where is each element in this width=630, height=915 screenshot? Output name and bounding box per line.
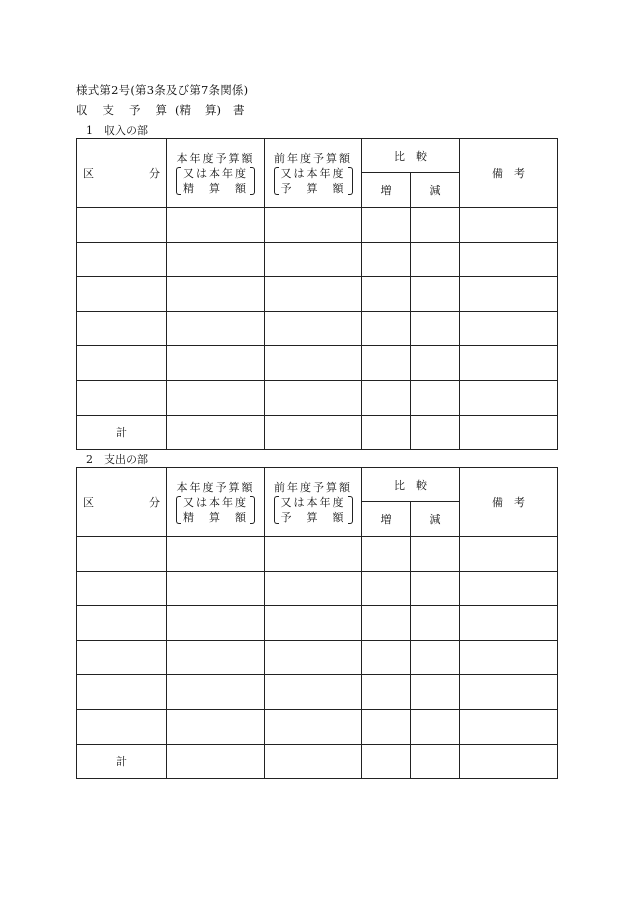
cell-increase[interactable]: [362, 640, 411, 675]
cell-prev[interactable]: [265, 415, 362, 450]
cell-increase[interactable]: [362, 415, 411, 450]
income-table: [76, 138, 558, 450]
cell-increase[interactable]: [362, 242, 411, 277]
cell-prev[interactable]: [265, 675, 362, 710]
cell-remarks[interactable]: [460, 537, 558, 572]
header-current-main: 本年度予算額: [176, 151, 255, 165]
cell-kubun[interactable]: [77, 537, 167, 572]
cell-prev[interactable]: [265, 208, 362, 243]
cell-current[interactable]: [167, 380, 265, 415]
cell-current[interactable]: [167, 311, 265, 346]
header-remarks: 備 考: [460, 139, 558, 208]
title-char: (精: [175, 103, 191, 117]
header-kubun-left: 区: [83, 496, 94, 509]
title-char: 算): [205, 103, 221, 117]
header-compare: 比 較: [362, 468, 460, 502]
header-current-sub1: 又は本年度: [183, 166, 248, 180]
cell-decrease[interactable]: [411, 606, 460, 641]
cell-increase[interactable]: [362, 380, 411, 415]
header-prev-amount: [265, 139, 362, 208]
total-label: 計: [77, 415, 167, 450]
total-row: [77, 415, 558, 450]
table-row: [77, 311, 558, 346]
cell-increase[interactable]: [362, 675, 411, 710]
cell-increase[interactable]: [362, 311, 411, 346]
cell-remarks[interactable]: [460, 208, 558, 243]
total-label: 計: [77, 744, 167, 779]
form-number: 様式第2号(第3条及び第7条関係): [76, 83, 249, 97]
cell-decrease[interactable]: [411, 208, 460, 243]
cell-remarks[interactable]: [460, 640, 558, 675]
cell-prev[interactable]: [265, 571, 362, 606]
cell-decrease[interactable]: [411, 415, 460, 450]
cell-prev[interactable]: [265, 346, 362, 381]
cell-kubun[interactable]: [77, 640, 167, 675]
cell-decrease[interactable]: [411, 537, 460, 572]
table-row: [77, 606, 558, 641]
header-current-sub: [176, 166, 255, 196]
cell-kubun[interactable]: [77, 346, 167, 381]
cell-kubun[interactable]: [77, 606, 167, 641]
header-prev-sub1: 又は本年度: [280, 495, 346, 509]
header-decrease: 減: [411, 502, 460, 537]
total-row: [77, 744, 558, 779]
header-prev-sub: [274, 166, 353, 196]
header-prev-main: 前年度予算額: [274, 151, 352, 165]
cell-current[interactable]: [167, 744, 265, 779]
header-current-sub1: 又は本年度: [183, 495, 248, 509]
table-row: [77, 640, 558, 675]
header-current-main: 本年度予算額: [176, 480, 255, 494]
cell-kubun[interactable]: [77, 208, 167, 243]
header-kubun: [77, 468, 167, 537]
cell-increase[interactable]: [362, 571, 411, 606]
header-decrease: 減: [411, 173, 460, 208]
cell-prev[interactable]: [265, 277, 362, 312]
cell-increase[interactable]: [362, 208, 411, 243]
cell-remarks[interactable]: [460, 380, 558, 415]
cell-kubun[interactable]: [77, 675, 167, 710]
table-row: [77, 242, 558, 277]
cell-increase[interactable]: [362, 709, 411, 744]
table-row: [77, 346, 558, 381]
cell-kubun[interactable]: [77, 571, 167, 606]
cell-decrease[interactable]: [411, 346, 460, 381]
cell-remarks[interactable]: [460, 675, 558, 710]
cell-decrease[interactable]: [411, 675, 460, 710]
header-increase: 増: [362, 502, 411, 537]
cell-remarks[interactable]: [460, 277, 558, 312]
cell-remarks[interactable]: [460, 606, 558, 641]
header-current-sub: [176, 495, 255, 525]
title-char: 収: [76, 103, 88, 117]
table-row: [77, 675, 558, 710]
table-row: [77, 380, 558, 415]
cell-kubun[interactable]: [77, 709, 167, 744]
cell-decrease[interactable]: [411, 277, 460, 312]
cell-current[interactable]: [167, 346, 265, 381]
header-prev-sub2: 予 算 額: [280, 510, 346, 524]
header-increase: 増: [362, 173, 411, 208]
cell-current[interactable]: [167, 640, 265, 675]
header-current-sub2: 精 算 額: [183, 510, 248, 524]
cell-decrease[interactable]: [411, 380, 460, 415]
title-char: 算: [155, 103, 167, 117]
cell-kubun[interactable]: [77, 277, 167, 312]
table-row: [77, 277, 558, 312]
cell-increase[interactable]: [362, 744, 411, 779]
cell-kubun[interactable]: [77, 380, 167, 415]
cell-remarks[interactable]: [460, 346, 558, 381]
expense-table: [76, 467, 558, 779]
cell-prev[interactable]: [265, 744, 362, 779]
table-row: [77, 571, 558, 606]
cell-current[interactable]: [167, 277, 265, 312]
cell-prev[interactable]: [265, 606, 362, 641]
cell-increase[interactable]: [362, 606, 411, 641]
cell-current[interactable]: [167, 208, 265, 243]
table-row: [77, 208, 558, 243]
header-prev-sub: [274, 495, 353, 525]
cell-decrease[interactable]: [411, 242, 460, 277]
cell-prev[interactable]: [265, 380, 362, 415]
cell-decrease[interactable]: [411, 311, 460, 346]
cell-current[interactable]: [167, 709, 265, 744]
cell-current[interactable]: [167, 537, 265, 572]
cell-decrease[interactable]: [411, 571, 460, 606]
header-compare: 比 較: [362, 139, 460, 173]
cell-prev[interactable]: [265, 709, 362, 744]
header-current-amount: [167, 468, 265, 537]
cell-current[interactable]: [167, 242, 265, 277]
document-title: [76, 102, 245, 118]
cell-current[interactable]: [167, 606, 265, 641]
cell-prev[interactable]: [265, 640, 362, 675]
cell-current[interactable]: [167, 415, 265, 450]
header-remarks: 備 考: [460, 468, 558, 537]
header-prev-main: 前年度予算額: [274, 480, 352, 494]
cell-prev[interactable]: [265, 242, 362, 277]
cell-increase[interactable]: [362, 346, 411, 381]
section-label-expense: 2 支出の部: [86, 453, 148, 466]
cell-remarks[interactable]: [460, 744, 558, 779]
cell-increase[interactable]: [362, 277, 411, 312]
cell-decrease[interactable]: [411, 744, 460, 779]
header-prev-sub2: 予 算 額: [280, 181, 346, 195]
header-prev-sub1: 又は本年度: [280, 166, 346, 180]
cell-current[interactable]: [167, 675, 265, 710]
header-kubun-right: 分: [149, 496, 160, 509]
cell-decrease[interactable]: [411, 709, 460, 744]
title-char: 予: [129, 103, 141, 117]
cell-prev[interactable]: [265, 537, 362, 572]
title-char: 支: [102, 103, 114, 117]
header-kubun-right: 分: [149, 167, 160, 180]
cell-increase[interactable]: [362, 537, 411, 572]
cell-remarks[interactable]: [460, 709, 558, 744]
table-row: [77, 537, 558, 572]
cell-decrease[interactable]: [411, 640, 460, 675]
cell-kubun[interactable]: [77, 311, 167, 346]
section-label-income: 1 収入の部: [86, 124, 148, 137]
header-current-amount: [167, 139, 265, 208]
cell-current[interactable]: [167, 571, 265, 606]
cell-remarks[interactable]: [460, 242, 558, 277]
header-prev-amount: [265, 468, 362, 537]
title-char: 書: [233, 103, 245, 117]
table-row: [77, 709, 558, 744]
cell-kubun[interactable]: [77, 242, 167, 277]
cell-remarks[interactable]: [460, 311, 558, 346]
header-kubun: [77, 139, 167, 208]
cell-prev[interactable]: [265, 311, 362, 346]
header-current-sub2: 精 算 額: [183, 181, 248, 195]
cell-remarks[interactable]: [460, 571, 558, 606]
header-kubun-left: 区: [83, 167, 94, 180]
cell-remarks[interactable]: [460, 415, 558, 450]
